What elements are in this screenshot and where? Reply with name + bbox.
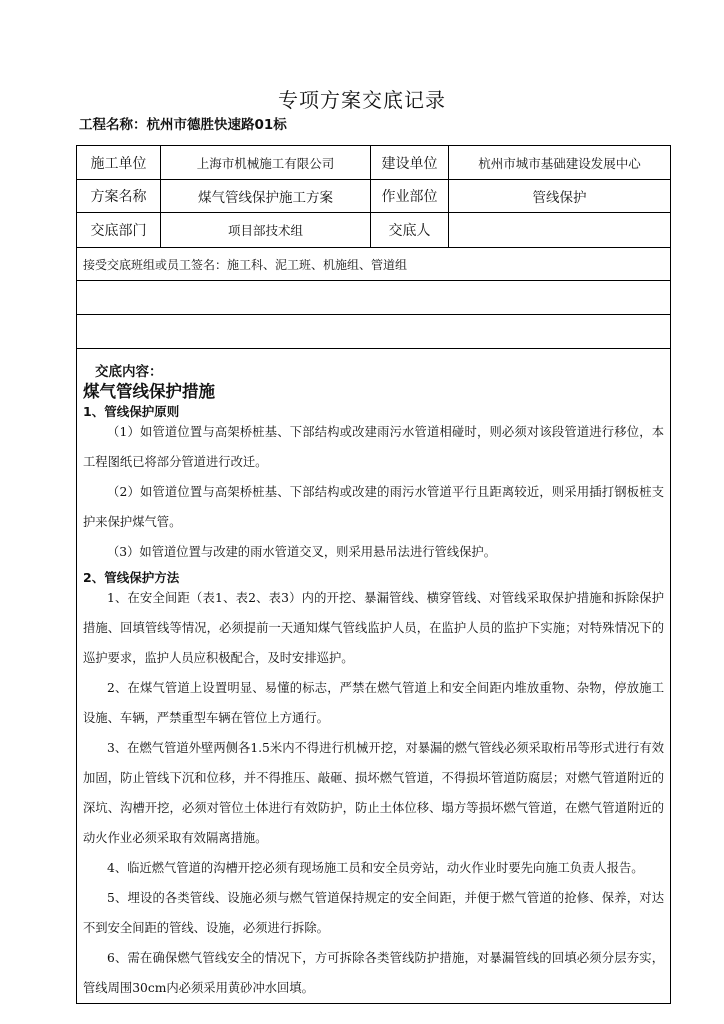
dept-label: 交底部门 (77, 213, 161, 248)
owner-unit-value: 杭州市城市基础建设发展中心 (449, 146, 671, 180)
dept-value: 项目部技术组 (161, 213, 371, 248)
person-label: 交底人 (371, 213, 449, 248)
paragraph: 4、临近燃气管道的沟槽开挖必须有现场施工员和安全员旁站，动火作业时要先向施工负责人报告。 (107, 861, 644, 875)
section-2-title: 2、管线保护方法 (83, 570, 180, 585)
paragraph: （1）如管道位置与高架桥桩基、下部结构或改建雨污水管道相碰时，则必须对该段管道进行移位，本工程图纸已将部分管道进行改迁。 (83, 425, 664, 469)
paragraph: 2、在煤气管道上设置明显、易懂的标志，严禁在燃气管道上和安全间距内堆放重物、杂物，停放施工设施、车辆，严禁重型车辆在管位上方通行。 (83, 681, 664, 725)
construction-unit-label: 施工单位 (77, 146, 161, 180)
plan-name-label: 方案名称 (77, 180, 161, 213)
section-1-title: 1、管线保护原则 (83, 404, 180, 419)
person-value (449, 213, 671, 248)
paragraph: 5、埋设的各类管线、设施必须与燃气管道保持规定的安全间距，并便于燃气管道的抢修、保养，对达不到安全间距的管线、设施，必须进行拆除。 (83, 891, 664, 935)
record-table (76, 145, 671, 1004)
construction-unit-value: 上海市机械施工有限公司 (161, 146, 371, 180)
plan-name-value: 煤气管线保护施工方案 (161, 180, 371, 213)
content-label: 交底内容： (95, 364, 163, 380)
work-area-value: 管线保护 (449, 180, 671, 213)
paragraph: （2）如管道位置与高架桥桩基、下部结构或改建的雨污水管道平行且距离较近，则采用插打钢板桩支护来保护煤气管。 (83, 485, 664, 529)
blank-row (77, 315, 671, 349)
owner-unit-label: 建设单位 (371, 146, 449, 180)
paragraph: 3、在燃气管道外壁两侧各1.5米内不得进行机械开挖，对暴漏的燃气管线必须采取桁吊等形式进行有效加固，防止管线下沉和位移，并不得推压、敲砸、损坏燃气管道，不得损坏管道防腐层；对燃气管道附近的深坑、沟槽开挖，必须对管位土体进行有效防护，防止土体位移、塌方等损坏燃气管道，在燃气管道附近的动火作业必须采取有效隔离措施。 (83, 741, 664, 845)
work-area-label: 作业部位 (371, 180, 449, 213)
content-cell (77, 349, 671, 1004)
content-heading: 煤气管线保护措施 (83, 382, 215, 401)
paragraph: （3）如管道位置与改建的雨水管道交叉，则采用悬吊法进行管线保护。 (107, 545, 497, 559)
signature-row: 接受交底班组或员工签名：施工科、泥工班、机施组、管道组 (77, 248, 671, 281)
paragraph: 6、需在确保燃气管线安全的情况下，方可拆除各类管线防护措施，对暴漏管线的回填必须分层夯实，管线周围30cm内必须采用黄砂冲水回填。 (83, 951, 664, 995)
paragraph: 1、在安全间距（表1、表2、表3）内的开挖、暴漏管线、横穿管线、对管线采取保护措施和拆除保护措施、回填管线等情况，必须提前一天通知煤气管线监护人员，在监护人员的监护下实施；对特殊情况下的巡护要求，监护人员应积极配合，及时安排巡护。 (83, 591, 664, 665)
blank-row (77, 281, 671, 315)
project-name: 工程名称：杭州市德胜快速路01标 (79, 117, 287, 133)
page-title: 专项方案交底记录 (278, 88, 446, 112)
